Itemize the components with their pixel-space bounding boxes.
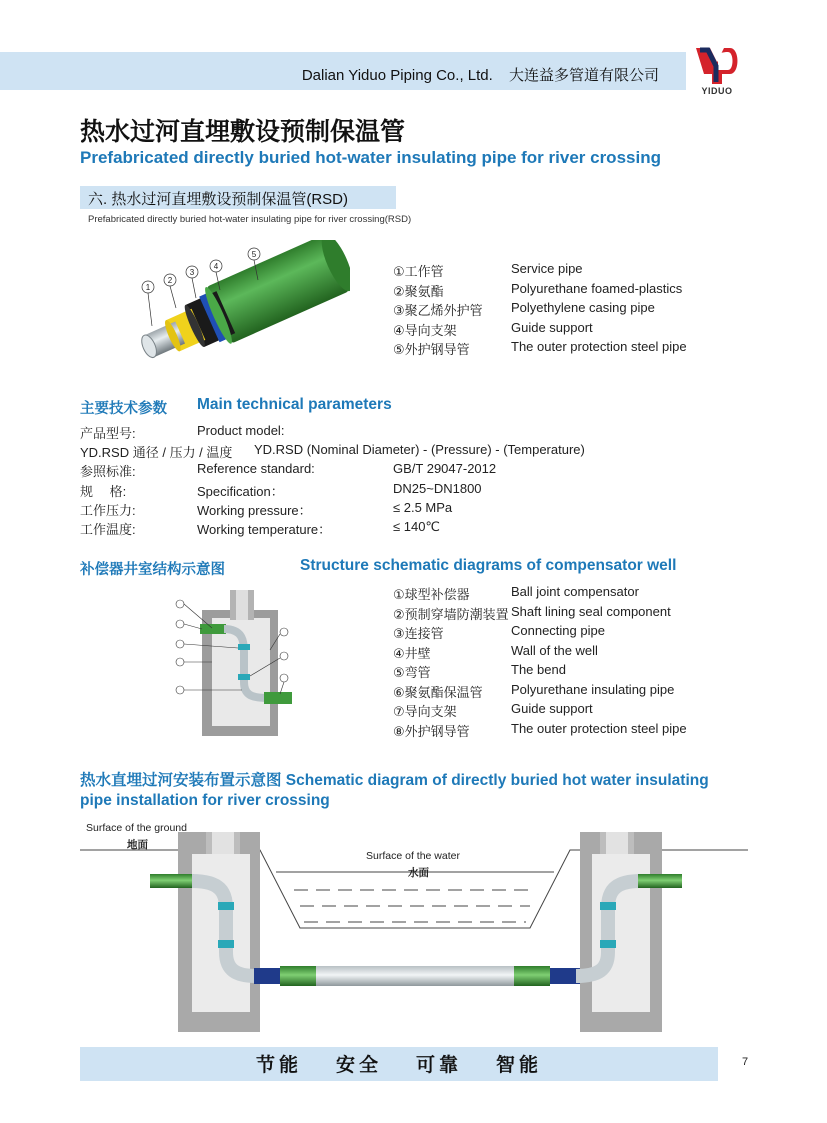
section-subtitle: Prefabricated directly buried hot-water insulating pipe for river crossing(RSD) [88, 214, 412, 225]
param-spec-cn: 规 格: [80, 484, 127, 499]
callout-2: 2 [167, 276, 173, 285]
page-title-cn: 热水过河直埋敷设预制保温管 [80, 118, 406, 146]
param-temperature-cn: 工作温度: [80, 522, 136, 537]
callout-1: 1 [145, 283, 151, 292]
well-heading-en: Structure schematic diagrams of compensator well [300, 557, 677, 574]
callout-3: 3 [189, 268, 195, 277]
param-standard-cn: 参照标准: [80, 464, 136, 479]
company-name [302, 64, 659, 85]
section-label: 六. 热水过河直埋敷设预制保温管(RSD) [88, 191, 348, 208]
param-temperature-value: ≤ 140℃ [393, 519, 441, 534]
slogan-item: 智能 [496, 1054, 543, 1076]
company-name-en: Dalian Yiduo Piping Co., Ltd. [301, 67, 493, 84]
param-standard-en: Reference standard: [197, 461, 315, 476]
slogan-item: 可靠 [416, 1054, 463, 1076]
install-heading-line2: pipe installation for river crossing [80, 792, 330, 809]
slogan-item: 安全 [335, 1054, 382, 1076]
param-model-en: Product model: [197, 423, 285, 438]
logo-text: YIDUO [701, 86, 733, 96]
water-label-cn: 水面 [408, 867, 429, 879]
param-pressure-en: Working pressure： [197, 503, 312, 518]
water-label-en: Surface of the water [366, 850, 460, 862]
slogan-item: 节能 [255, 1054, 302, 1076]
page-number: 7 [742, 1056, 749, 1068]
params-heading-en: Main technical parameters [197, 396, 392, 413]
param-spec-en: Specification： [197, 484, 284, 499]
params-heading-cn: 主要技术参数 [80, 401, 167, 417]
callout-5: 5 [251, 250, 257, 259]
param-model-cn: 产品型号: [80, 426, 136, 441]
callout-4: 4 [213, 262, 219, 271]
compensator-well-diagram [172, 590, 296, 740]
install-heading-line1: 热水直埋过河安装布置示意图 Schematic diagram of directly buried hot water insulating [80, 772, 709, 789]
pipe-cutaway-illustration [128, 240, 350, 372]
param-spec-value: DN25~DN1800 [393, 481, 482, 496]
company-name-cn: 大连益多管道有限公司 [508, 67, 659, 84]
param-pressure-cn: 工作压力: [80, 503, 136, 518]
param-temperature-en: Working temperature： [197, 522, 332, 537]
param-format-en: YD.RSD (Nominal Diameter) - (Pressure) - (Temperature) [254, 442, 585, 457]
param-pressure-value: ≤ 2.5 MPa [393, 500, 453, 515]
page-title-en: Prefabricated directly buried hot-water insulating pipe for river crossing [80, 148, 661, 167]
river-crossing-diagram [80, 832, 748, 1036]
ground-label-cn: 地面 [127, 839, 148, 851]
well-heading-cn: 补偿器井室结构示意图 [80, 562, 225, 578]
param-standard-value: GB/T 29047-2012 [393, 461, 497, 476]
ground-label-en: Surface of the ground [86, 822, 187, 834]
param-format-cn: YD.RSD 通径 / 压力 / 温度 [80, 445, 233, 460]
footer-slogans [80, 1050, 718, 1078]
